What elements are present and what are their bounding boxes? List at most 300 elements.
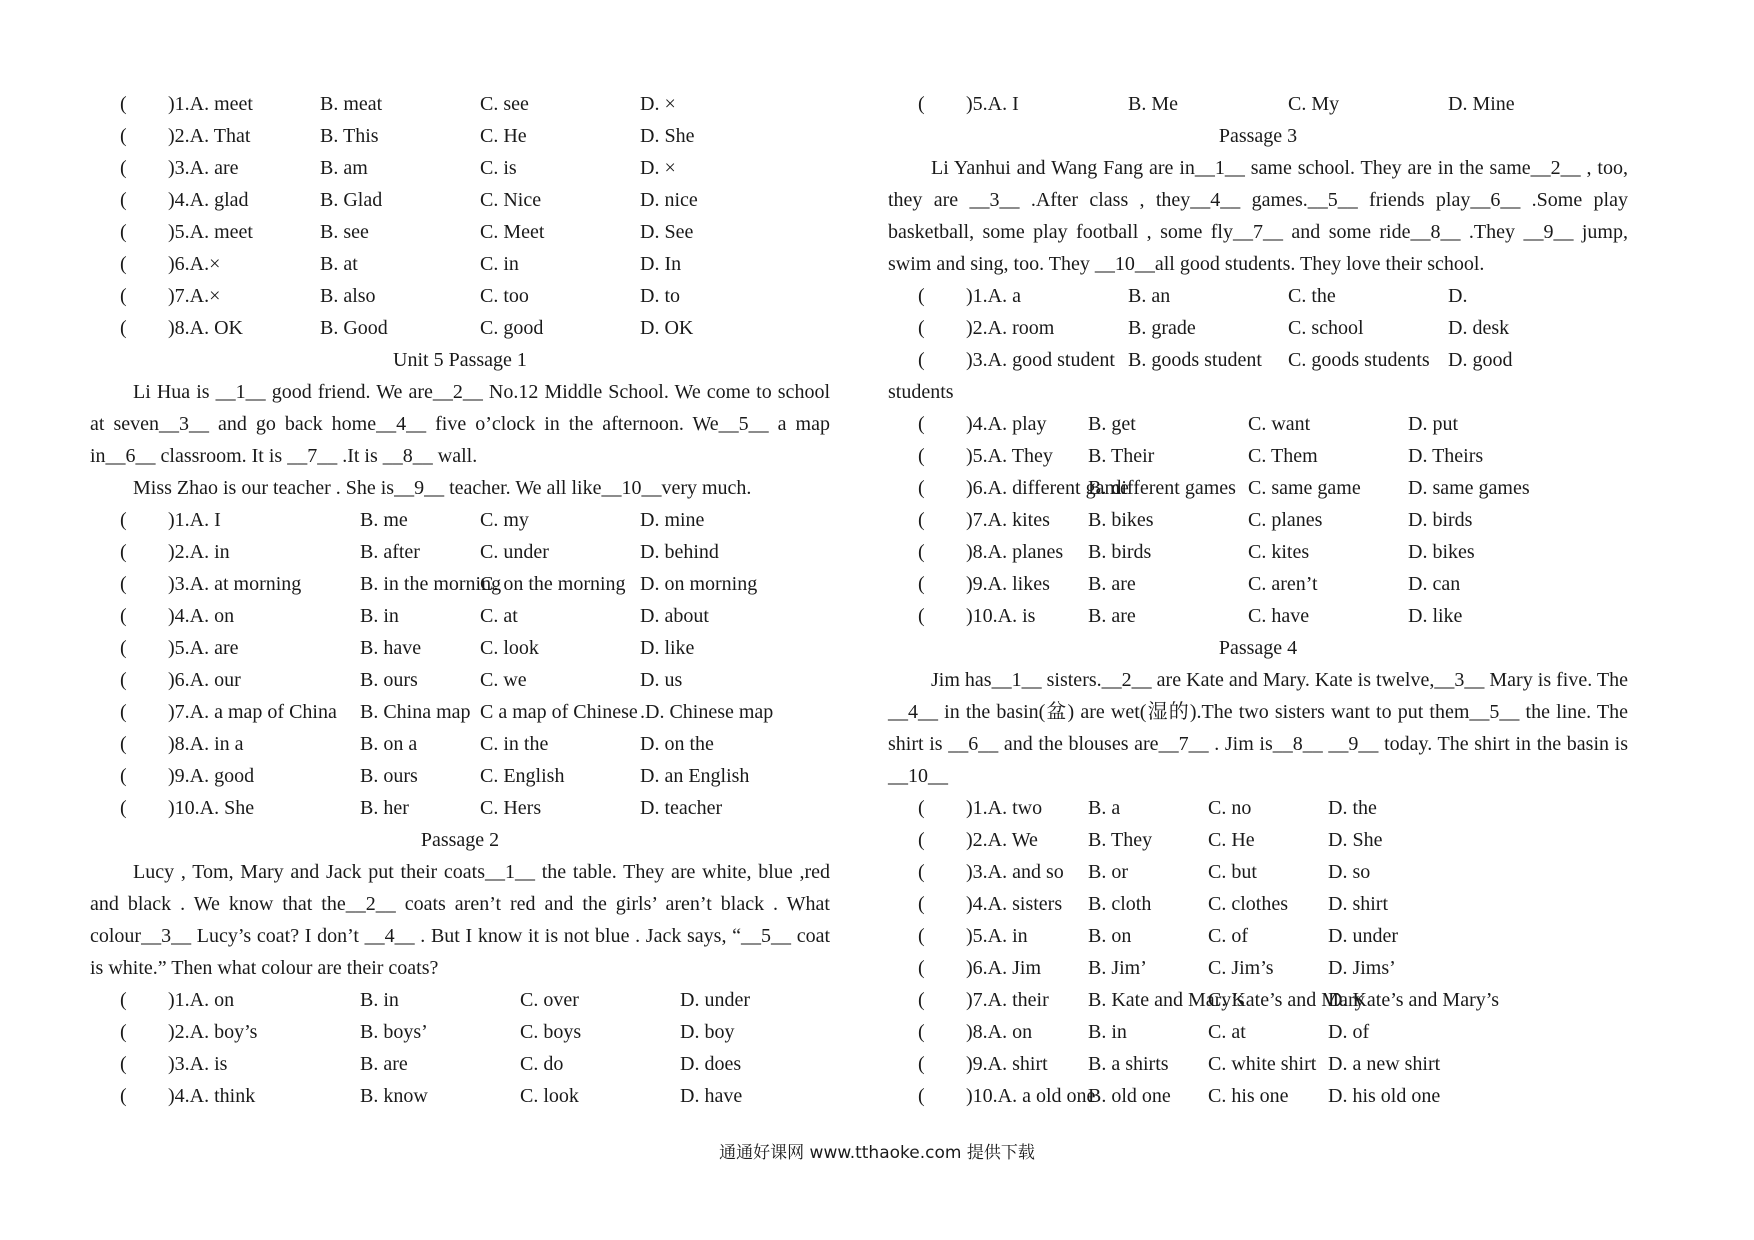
option-c: C. over [520, 989, 579, 1011]
answer-paren: ( [120, 189, 127, 211]
answer-paren: ( [918, 93, 925, 115]
answer-paren: ( [918, 349, 925, 371]
question-row [888, 280, 1628, 312]
option-d: D. Jims’ [1328, 957, 1396, 979]
answer-paren: ( [120, 541, 127, 563]
option-a: )3.A. is [168, 1053, 228, 1075]
option-d: D. an English [640, 765, 750, 787]
question-row [90, 984, 830, 1016]
unit4-question-list [90, 88, 830, 344]
question-number [888, 1016, 1088, 1048]
option-d: D. birds [1408, 509, 1473, 531]
option-a: )8.A. in a [168, 733, 244, 755]
answer-paren: ( [120, 797, 127, 819]
answer-paren: ( [120, 701, 127, 723]
option-a: )10.A. is [966, 605, 1036, 627]
option-d: D. bikes [1408, 541, 1475, 563]
option-c: C. no [1208, 797, 1252, 819]
passage4-question-list [888, 792, 1628, 1112]
option-c: C. my [480, 509, 529, 531]
option-b: B. know [360, 1085, 428, 1107]
option-a: )8.A. on [966, 1021, 1033, 1043]
option-a: )9.A. shirt [966, 1053, 1048, 1075]
option-c: C. My [1288, 93, 1340, 115]
option-c: C. good [480, 317, 544, 339]
option-a: )5.A. They [966, 445, 1053, 467]
option-d: D. so [1328, 861, 1371, 883]
question-number [888, 856, 1088, 888]
option-a: )1.A. two [966, 797, 1043, 819]
question-row [888, 344, 1628, 376]
option-d: D. the [1328, 797, 1377, 819]
option-c: C. look [480, 637, 539, 659]
option-b: B. are [1088, 573, 1136, 595]
question-number [888, 440, 1088, 472]
question-row [90, 728, 830, 760]
option-d: D. Kate’s and Mary’s [1328, 989, 1500, 1011]
option-b: B. her [360, 797, 409, 819]
option-b: B. grade [1128, 317, 1196, 339]
question-number [888, 536, 1088, 568]
option-a: )7.A. a map of China [168, 701, 337, 723]
option-a: )10.A. She [168, 797, 255, 819]
answer-paren: ( [120, 669, 127, 691]
option-c: C. on the morning [480, 573, 626, 595]
answer-paren: ( [120, 125, 127, 147]
option-a: )2.A. in [168, 541, 230, 563]
question-number [90, 152, 320, 184]
question-number [888, 568, 1088, 600]
answer-paren: ( [918, 317, 925, 339]
option-d: D. have [680, 1085, 743, 1107]
option-d: D. on the [640, 733, 714, 755]
option-b: B. in the morning [360, 573, 502, 595]
question-number [90, 280, 320, 312]
question-number [888, 1048, 1088, 1080]
option-c: C. Hers [480, 797, 542, 819]
question-row [90, 664, 830, 696]
option-d: D. Mine [1448, 93, 1515, 115]
question-number [90, 312, 320, 344]
option-a: )3.A. are [168, 157, 239, 179]
option-d: D. OK [640, 317, 694, 339]
option-a: )2.A. That [168, 125, 251, 147]
option-c: C. planes [1248, 509, 1323, 531]
question-number [90, 184, 320, 216]
question-row [888, 824, 1628, 856]
option-a: )7.A.× [168, 285, 221, 307]
question-row [90, 568, 830, 600]
question-row [90, 248, 830, 280]
question-number [90, 632, 360, 664]
answer-paren: ( [918, 829, 925, 851]
answer-paren: ( [918, 541, 925, 563]
question-number [90, 568, 360, 600]
option-c: C. English [480, 765, 565, 787]
answer-paren: ( [120, 637, 127, 659]
answer-paren: ( [120, 285, 127, 307]
option-a: )6.A. Jim [966, 957, 1041, 979]
option-c: C. boys [520, 1021, 582, 1043]
option-c: C. we [480, 669, 527, 691]
option-a: )7.A. their [966, 989, 1049, 1011]
question-number [90, 88, 320, 120]
option-c: C. his one [1208, 1085, 1289, 1107]
question-number [888, 984, 1088, 1016]
answer-paren: ( [120, 221, 127, 243]
question-row [90, 760, 830, 792]
option-a: )5.A. meet [168, 221, 253, 243]
question-number [888, 1080, 1096, 1112]
question-row [90, 1080, 830, 1112]
question-number [90, 504, 360, 536]
passage4-title: Passage 4 [1218, 637, 1298, 659]
option-b: B. am [320, 157, 368, 179]
answer-paren: ( [120, 765, 127, 787]
option-c: C. school [1288, 317, 1364, 339]
option-b: B. old one [1088, 1085, 1171, 1107]
option-b: B. bikes [1088, 509, 1154, 531]
right-column [888, 88, 1628, 1112]
option-c: C. in the [480, 733, 549, 755]
passage3-question-list-b [888, 408, 1628, 632]
option-c: C. Meet [480, 221, 545, 243]
option-a: )8.A. planes [966, 541, 1064, 563]
answer-paren: ( [918, 989, 925, 1011]
question-number [888, 600, 1088, 632]
option-a: )4.A. think [168, 1085, 256, 1107]
option-c: C a map of Chinese [480, 701, 638, 723]
option-d: D. She [640, 125, 695, 147]
option-a: )9.A. good [168, 765, 255, 787]
footer-watermark: 通通好课网 www.tthaoke.com 提供下载 [719, 1143, 1035, 1163]
option-b: B. are [360, 1053, 408, 1075]
answer-paren: ( [918, 509, 925, 531]
question-row [888, 536, 1628, 568]
question-number [90, 984, 360, 1016]
answer-paren: ( [120, 573, 127, 595]
option-c: C. see [480, 93, 529, 115]
option-b: B. in [360, 605, 399, 627]
option-b: B. cloth [1088, 893, 1152, 915]
passage3-title: Passage 3 [1218, 125, 1298, 147]
question-number [90, 696, 360, 728]
question-row [90, 216, 830, 248]
option-b: B. at [320, 253, 358, 275]
option-c: C. do [520, 1053, 564, 1075]
option-d: D. × [640, 157, 676, 179]
option-d: D. She [1328, 829, 1383, 851]
passage1-question-list [90, 504, 830, 824]
option-a: )6.A.× [168, 253, 221, 275]
question-row [90, 792, 830, 824]
option-b: B. birds [1088, 541, 1152, 563]
option-c: C. look [520, 1085, 579, 1107]
option-b: B. see [320, 221, 369, 243]
question-row [888, 952, 1628, 984]
option-b: B. China map [360, 701, 471, 723]
passage3-question3-wrap: students [888, 381, 954, 403]
answer-paren: ( [918, 925, 925, 947]
option-b: B. in [360, 989, 399, 1011]
option-b: B. also [320, 285, 376, 307]
option-c: C. have [1248, 605, 1310, 627]
question-row [90, 120, 830, 152]
question-row [90, 312, 830, 344]
answer-paren: ( [120, 1053, 127, 1075]
option-c: C. Kate’s and Mary [1208, 989, 1365, 1011]
option-d: D. boy [680, 1021, 735, 1043]
option-c: C. too [480, 285, 529, 307]
question-number [888, 280, 1128, 312]
option-a: )8.A. OK [168, 317, 243, 339]
answer-paren: ( [918, 957, 925, 979]
question-number [90, 1080, 360, 1112]
option-a: )10.A. a old one [966, 1085, 1096, 1107]
option-a: )1.A. a [966, 285, 1021, 307]
option-a: )5.A. are [168, 637, 239, 659]
question-row [90, 1016, 830, 1048]
question-number [888, 344, 1128, 376]
option-d: D. nice [640, 189, 698, 211]
option-d: D. his old one [1328, 1085, 1441, 1107]
option-d: D. to [640, 285, 680, 307]
option-b: B. boys’ [360, 1021, 428, 1043]
question-row [888, 312, 1628, 344]
answer-paren: ( [918, 413, 925, 435]
option-d: D. under [1328, 925, 1398, 947]
option-a: )5.A. I [966, 93, 1019, 115]
question-number [90, 1016, 360, 1048]
option-d: D. teacher [640, 797, 723, 819]
option-b: B. after [360, 541, 420, 563]
option-c: C. white shirt [1208, 1053, 1317, 1075]
question-row [90, 536, 830, 568]
question-number [888, 472, 1129, 504]
answer-paren: ( [120, 317, 127, 339]
question-row [90, 600, 830, 632]
option-a: )4.A. glad [168, 189, 249, 211]
option-b: B. meat [320, 93, 383, 115]
option-d: D. In [640, 253, 682, 275]
question-number [888, 920, 1088, 952]
option-b: B. get [1088, 413, 1136, 435]
question-number [90, 600, 360, 632]
option-b: B. me [360, 509, 408, 531]
option-c: C. is [480, 157, 517, 179]
question-row [888, 568, 1628, 600]
passage2-title: Passage 2 [420, 829, 500, 851]
answer-paren: ( [918, 1021, 925, 1043]
option-b: B. in [1088, 1021, 1127, 1043]
answer-paren: ( [918, 797, 925, 819]
option-a: )4.A. sisters [966, 893, 1063, 915]
answer-paren: ( [918, 861, 925, 883]
question-number [888, 888, 1088, 920]
option-d: D. good [1448, 349, 1513, 371]
option-d: D. about [640, 605, 709, 627]
option-a: )1.A. on [168, 989, 235, 1011]
option-b: B. a [1088, 797, 1121, 819]
option-a: )2.A. room [966, 317, 1055, 339]
option-d: D. [1448, 285, 1468, 307]
option-d: D. under [680, 989, 750, 1011]
option-b: B. They [1088, 829, 1153, 851]
option-a: )7.A. kites [966, 509, 1050, 531]
question-row [90, 88, 830, 120]
question-row [888, 792, 1628, 824]
option-c: C. Nice [480, 189, 542, 211]
question-row [888, 600, 1628, 632]
question-number [90, 1048, 360, 1080]
option-d: D. can [1408, 573, 1461, 595]
answer-paren: ( [918, 445, 925, 467]
question-number [888, 408, 1088, 440]
option-d: D. us [640, 669, 683, 691]
option-c: C. same game [1248, 477, 1361, 499]
question-number [90, 248, 320, 280]
question-row [888, 408, 1628, 440]
answer-paren: ( [120, 157, 127, 179]
question-number [888, 312, 1128, 344]
passage1-text: Li Hua is __1__ good friend. We are__2__ No.12 Middle School. We come to school at seven__3__ and go back home__4__ five o’clock in the afternoon. We__5__ a map in__6__ classroom. It is __7__ .It is __8__ wall. [90, 381, 830, 467]
answer-paren: ( [918, 605, 925, 627]
passage3-question-list [888, 280, 1628, 376]
answer-paren: ( [918, 285, 925, 307]
option-d: D. like [640, 637, 695, 659]
passage2-question-list [90, 984, 830, 1112]
option-c: C. want [1248, 413, 1311, 435]
option-d: D. put [1408, 413, 1458, 435]
question-number [90, 728, 360, 760]
option-c: C. clothes [1208, 893, 1288, 915]
option-a: )5.A. in [966, 925, 1028, 947]
passage1-text-2: Miss Zhao is our teacher . She is__9__ teacher. We all like__10__very much. [133, 477, 752, 499]
question-row [888, 440, 1628, 472]
option-b: B. Their [1088, 445, 1155, 467]
option-c: C. Jim’s [1208, 957, 1274, 979]
option-b: B. goods student [1128, 349, 1262, 371]
option-b: B. This [320, 125, 379, 147]
question-number [90, 536, 360, 568]
passage2-text: Lucy , Tom, Mary and Jack put their coats__1__ the table. They are white, blue ,red and black . We know that the__2__ coats aren’t red and the girls’ aren’t black . What colour__3__ Lucy’s coat? I don’t __4__ . But I know it is not blue . Jack says, “__5__ coat is white.” Then what colour are their coats? [90, 861, 830, 979]
answer-paren: ( [120, 989, 127, 1011]
question-row [90, 184, 830, 216]
option-c: C. but [1208, 861, 1257, 883]
option-d: D. mine [640, 509, 705, 531]
option-d: D. on morning [640, 573, 758, 595]
answer-paren: ( [120, 605, 127, 627]
question-row [888, 1048, 1628, 1080]
option-c: C. the [1288, 285, 1336, 307]
question-row [888, 1080, 1628, 1112]
question-number [888, 824, 1088, 856]
option-c: C. of [1208, 925, 1248, 947]
option-b: B. on a [360, 733, 418, 755]
question-row [888, 1016, 1628, 1048]
option-b: B. different games [1088, 477, 1236, 499]
option-b: B. ours [360, 669, 418, 691]
question-row [90, 696, 830, 728]
option-a: )3.A. and so [966, 861, 1064, 883]
question-row [888, 504, 1628, 536]
option-c: C. in [480, 253, 519, 275]
answer-paren: ( [918, 893, 925, 915]
question-number [888, 792, 1088, 824]
option-d: D. a new shirt [1328, 1053, 1441, 1075]
option-d: D. does [680, 1053, 742, 1075]
question-row [888, 984, 1628, 1016]
option-b: B. or [1088, 861, 1128, 883]
question-row [90, 632, 830, 664]
option-d: D. shirt [1328, 893, 1388, 915]
option-a: )1.A. meet [168, 93, 253, 115]
answer-paren: ( [918, 1085, 925, 1107]
question-number [90, 216, 320, 248]
option-c: C. kites [1248, 541, 1310, 563]
option-c: C. He [1208, 829, 1255, 851]
option-d: D. behind [640, 541, 719, 563]
question-number [90, 664, 360, 696]
option-d: D. same games [1408, 477, 1530, 499]
option-a: )1.A. I [168, 509, 221, 531]
left-column [90, 88, 830, 1112]
option-c: C. Them [1248, 445, 1318, 467]
option-b: B. Glad [320, 189, 383, 211]
option-c: C. under [480, 541, 549, 563]
answer-paren: ( [918, 477, 925, 499]
question-row [90, 152, 830, 184]
answer-paren: ( [918, 573, 925, 595]
question-number [888, 952, 1088, 984]
passage4-text: Jim has__1__ sisters.__2__ are Kate and Mary. Kate is twelve,__3__ Mary is five. The __4__ in the basin(盆) are wet(湿的).The two sisters want to put them__5__ the line. The shirt is __6__ and the blouses are__7__ . Jim is__8__ __9__ today. The shirt in the basin is __10__ [888, 669, 1628, 787]
option-b: B. on [1088, 925, 1132, 947]
option-d: .D. Chinese map [640, 701, 774, 723]
question-row [90, 1048, 830, 1080]
option-d: D. × [640, 93, 676, 115]
option-a: )3.A. good student [966, 349, 1115, 371]
question-number [888, 504, 1088, 536]
option-d: D. See [640, 221, 694, 243]
answer-paren: ( [120, 733, 127, 755]
question-row [888, 472, 1628, 504]
option-b: B. Me [1128, 93, 1178, 115]
question-row [90, 280, 830, 312]
unit5-passage1-title: Unit 5 Passage 1 [393, 349, 527, 371]
answer-paren: ( [120, 509, 127, 531]
option-b: B. have [360, 637, 422, 659]
option-a: )4.A. play [966, 413, 1047, 435]
option-d: D. desk [1448, 317, 1510, 339]
passage2-question-5 [888, 88, 1628, 120]
option-d: D. like [1408, 605, 1463, 627]
option-a: )2.A. We [966, 829, 1038, 851]
question-number [888, 88, 1128, 120]
question-number [90, 120, 320, 152]
option-b: B. an [1128, 285, 1171, 307]
answer-paren: ( [120, 253, 127, 275]
question-row [888, 888, 1628, 920]
option-a: )6.A. our [168, 669, 241, 691]
option-a: )9.A. likes [966, 573, 1050, 595]
question-row [888, 920, 1628, 952]
question-row [888, 88, 1628, 120]
option-b: B. a shirts [1088, 1053, 1169, 1075]
option-a: )3.A. at morning [168, 573, 302, 595]
option-a: )4.A. on [168, 605, 235, 627]
option-c: C. goods students [1288, 349, 1430, 371]
question-row [90, 504, 830, 536]
